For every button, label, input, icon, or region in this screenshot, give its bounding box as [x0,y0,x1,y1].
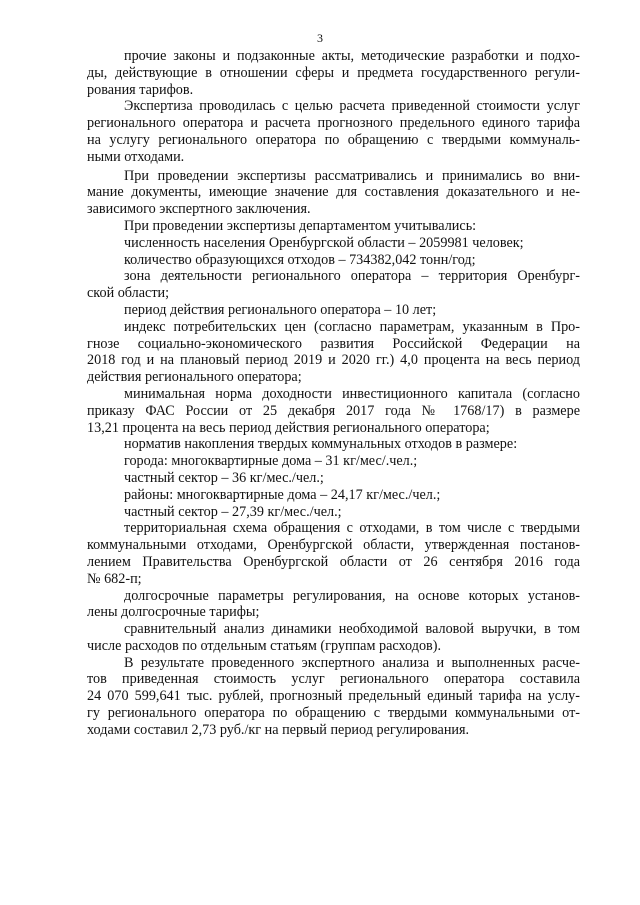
page-number: 3 [317,31,323,45]
text-line: ходами составил 2,73 руб./кг на первый период регулирования. [87,721,470,738]
text-line: долгосрочные параметры регулирования, на основе которых установ- [124,587,580,604]
text-line: ными отходами. [87,148,185,165]
text-line: 13,21 процента на весь период действия регионального оператора; [87,419,490,436]
text-line: на услугу регионального оператора по обращению с твердыми коммуналь- [87,131,580,148]
text-line: При проведении экспертизы рассматривались и принимались во вни- [124,167,580,184]
text-line: районы: многоквартирные дома – 24,17 кг/мес./чел.; [124,486,441,503]
text-line: гу регионального оператора по обращению с твердыми коммунальными от- [87,705,580,722]
text-line: № 682-п; [87,570,142,587]
text-line: коммунальными отходами, Оренбургской области, утвержденная постанов- [87,537,580,554]
text-line: лением Правительства Оренбургской области от 26 сентября 2016 года [87,553,580,570]
text-line: территориальная схема обращения с отходами, в том числе с твердыми [124,520,580,537]
text-line: мание документы, имеющие значение для составления доказательного и не- [87,184,580,201]
text-line: ды, действующие в отношении сферы и предмета государственного регули- [87,64,580,81]
text-line: приказу ФАС России от 25 декабря 2017 года № 1768/17) в размере [87,402,580,419]
text-line: количество образующихся отходов – 734382,042 тонн/год; [124,251,476,268]
text-line: 24 070 599,641 тыс. рублей, прогнозный предельный единый тарифа на услу- [87,688,580,705]
text-line: Экспертиза проводилась с целью расчета приведенной стоимости услуг [124,98,580,115]
text-line: частный сектор – 27,39 кг/мес./чел.; [124,503,342,520]
text-line: регионального оператора и расчета прогнозного предельного единого тарифа [87,115,580,132]
text-line: лены долгосрочные тарифы; [87,604,260,621]
text-line: гнозе социально-экономического развития Российской Федерации на [87,335,580,352]
text-line: период действия регионального оператора – 10 лет; [124,301,437,318]
text-line: города: многоквартирные дома – 31 кг/мес/.чел.; [124,453,418,470]
text-line: 2018 год и на плановый период 2019 и 2020 гг.) 4,0 процента на весь период [87,352,580,369]
text-line: зависимого экспертного заключения. [87,201,311,218]
text-line: зона деятельности регионального оператора – территория Оренбург- [124,268,580,285]
text-line: действия регионального оператора; [87,369,302,386]
text-line: численность населения Оренбургской области – 2059981 человек; [124,234,524,251]
document-body [87,48,580,739]
text-line: прочие законы и подзаконные акты, методические разработки и подхо- [124,48,580,64]
text-line: числе расходов по отдельным статьям (группам расходов). [87,637,442,654]
text-line: рования тарифов. [87,81,194,98]
text-line: индекс потребительских цен (согласно параметрам, указанным в Про- [124,318,580,335]
text-line: При проведении экспертизы департаментом учитывались: [124,217,477,234]
text-line: тов приведенная стоимость услуг регионального оператора составила [87,671,580,688]
text-line: частный сектор – 36 кг/мес./чел.; [124,469,324,486]
text-line: норматив накопления твердых коммунальных отходов в размере: [124,436,518,453]
text-line: сравнительный анализ динамики необходимой валовой выручки, в том [124,621,580,638]
text-line: ской области; [87,285,170,302]
text-line: минимальная норма доходности инвестиционного капитала (согласно [124,385,580,402]
text-line: В результате проведенного экспертного анализа и выполненных расче- [124,654,580,671]
